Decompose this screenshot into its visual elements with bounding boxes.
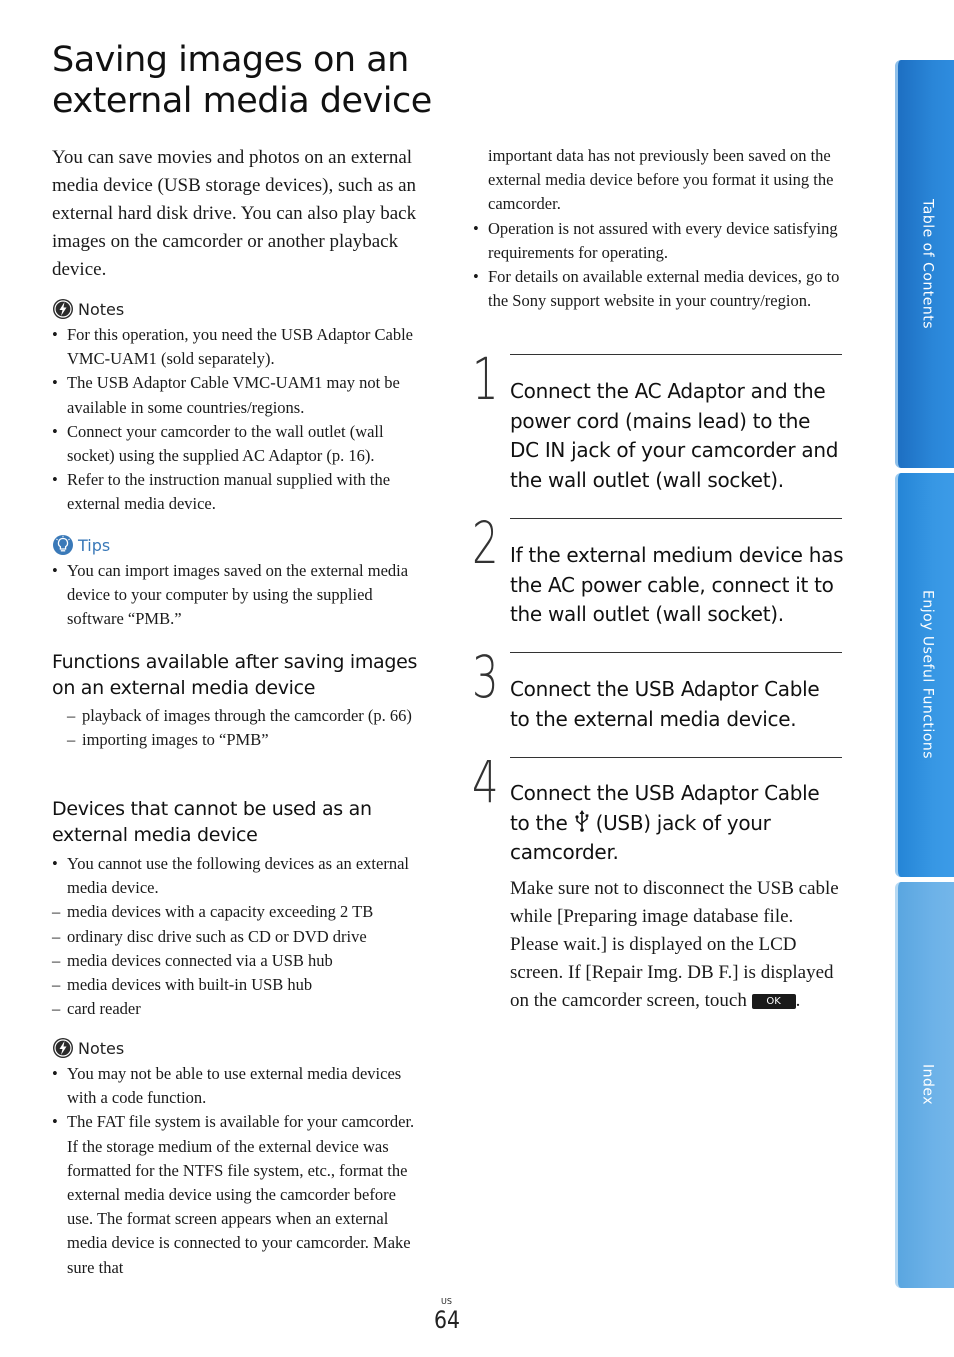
lightbulb-icon: [52, 534, 74, 556]
list-item: – card reader: [52, 997, 432, 1021]
step-2-text: If the external medium device has the AC power cable, connect it to the wall outlet (wall socket).: [510, 543, 844, 627]
tab-label: Enjoy Useful Functions: [919, 590, 936, 760]
list-item: • For details on available external media devices, go to the Sony support website in your country/region.: [473, 265, 843, 313]
notes-label: Notes: [78, 1038, 125, 1058]
list-item: • Connect your camcorder to the wall outlet (wall socket) using the supplied AC Adaptor (p. 16).: [52, 420, 424, 468]
step-number: 1: [472, 345, 499, 413]
tab-enjoy-useful-functions[interactable]: [895, 473, 954, 877]
list-item: • For this operation, you need the USB Adaptor Cable VMC-UAM1 (sold separately).: [52, 323, 424, 371]
tab-index[interactable]: [895, 882, 954, 1288]
step-divider: [510, 757, 842, 758]
step-1-text: Connect the AC Adaptor and the power cord (mains lead) to the DC IN jack of your camcorder and the wall outlet (wall socket).: [510, 379, 839, 493]
tips-label: Tips: [78, 535, 111, 555]
step-4-body-text: Make sure not to disconnect the USB cable while [Preparing image database file. Please wait.] is displayed on the LCD screen. If [Repair Img. DB F.] is displayed on the camcorder screen, touch: [510, 878, 839, 1011]
list-item: – ordinary disc drive such as CD or DVD drive: [52, 925, 432, 949]
step-4-text-after: (USB) jack of your camcorder.: [510, 810, 771, 865]
step-3-text: Connect the USB Adaptor Cable to the external media device.: [510, 677, 820, 731]
list-item: – playback of images through the camcorder (p. 66): [67, 704, 432, 728]
tips-header: [52, 534, 424, 556]
notes-list: [473, 217, 843, 314]
notes-section: [52, 298, 424, 517]
tab-label: Table of Contents: [919, 198, 936, 330]
list-item: • Operation is not assured with every device satisfying requirements for operating.: [473, 217, 843, 265]
step-number: 2: [472, 509, 499, 577]
step-number: 4: [472, 748, 499, 816]
devices-sublist: [52, 900, 432, 1021]
notes-continued: [473, 144, 843, 313]
functions-section: [52, 649, 432, 752]
tips-section: [52, 534, 424, 632]
step-divider: [510, 354, 842, 355]
usb-icon: [574, 810, 590, 832]
functions-heading: Functions available after saving images on an external media device: [52, 651, 418, 699]
page-number: 64: [434, 1306, 460, 1334]
notes-continued-text: important data has not previously been saved on the external media device before you format it using the camcorder.: [488, 146, 834, 214]
list-item: • You may not be able to use external media devices with a code function.: [52, 1062, 420, 1110]
notes-list: [52, 1062, 420, 1280]
notes-section-2: [52, 1037, 420, 1280]
step-4-body: Make sure not to disconnect the USB cable while [Preparing image database file. Please wait.] is displayed on the LCD screen. If [Repair Img. DB F.] is displayed on the camcorder screen, touch OK .: [510, 878, 839, 1011]
notes-header: [52, 298, 424, 320]
notes-header: [52, 1037, 420, 1059]
list-item: – media devices connected via a USB hub: [52, 949, 432, 973]
list-item: – media devices with a capacity exceeding 2 TB: [52, 900, 432, 924]
intro-paragraph: You can save movies and photos on an external media device (USB storage devices), such as an external hard disk drive. You can also play back images on the camcorder or another playback device.: [52, 147, 417, 280]
list-item: – media devices with built-in USB hub: [52, 973, 432, 997]
devices-heading: Devices that cannot be used as an external media device: [52, 798, 372, 846]
notes-icon: [52, 1037, 74, 1059]
step-number: 3: [472, 643, 499, 711]
step-4-text-before: Connect the USB Adaptor Cable to the: [510, 781, 820, 835]
tips-list: [52, 559, 424, 632]
step-divider: [510, 652, 842, 653]
list-item: • You can import images saved on the external media device to your computer by using the supplied software “PMB.”: [52, 559, 424, 632]
page-region: US: [441, 1297, 452, 1306]
step-divider: [510, 518, 842, 519]
ok-button[interactable]: OK: [752, 994, 796, 1009]
functions-list: [52, 704, 432, 752]
tab-label: Index: [919, 1064, 936, 1106]
list-item: • The USB Adaptor Cable VMC-UAM1 may not be available in some countries/regions.: [52, 371, 424, 419]
devices-list: [52, 852, 432, 1021]
notes-icon: [52, 298, 74, 320]
list-item: – importing images to “PMB”: [67, 728, 432, 752]
devices-bullet: You cannot use the following devices as an external media device.: [67, 854, 409, 898]
tab-table-of-contents[interactable]: [895, 60, 954, 468]
devices-section: [52, 796, 432, 1021]
step-4-text: [510, 779, 844, 868]
notes-label: Notes: [78, 299, 125, 319]
list-item: • The FAT file system is available for your camcorder. If the storage medium of the external device was formatted for the NTFS file system, etc., format the external media device using the camcorder before use. The format screen appears when an external media device is connected to your camcorder. Make sure that: [52, 1110, 420, 1279]
notes-list: [52, 323, 424, 517]
list-item: [52, 852, 432, 1021]
page-title: Saving images on an external media device: [52, 40, 432, 121]
list-item: • Refer to the instruction manual supplied with the external media device.: [52, 468, 424, 516]
